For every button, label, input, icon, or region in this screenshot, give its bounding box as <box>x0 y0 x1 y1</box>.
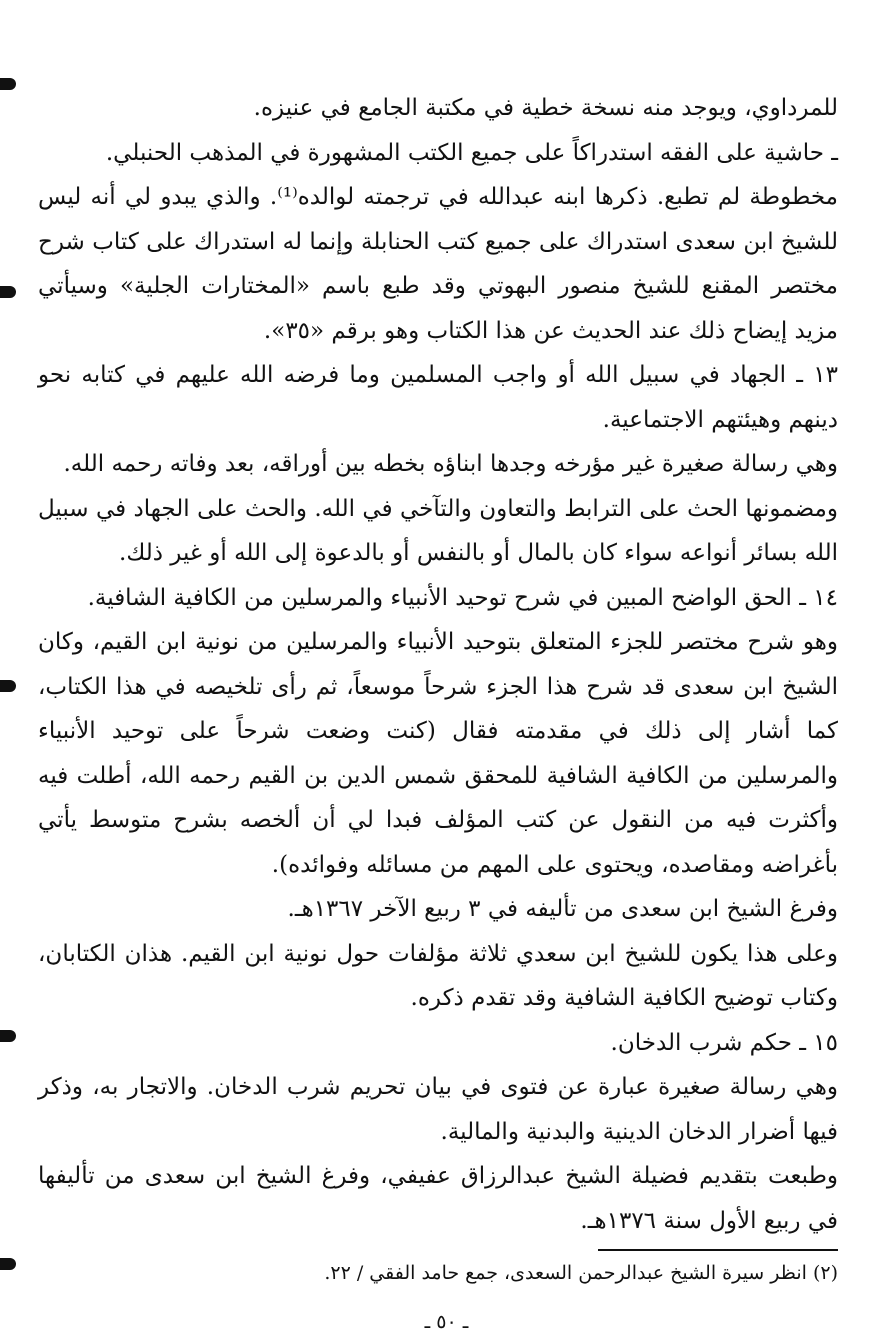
margin-binding-mark <box>0 1030 16 1042</box>
paragraph-item-14-description: وهو شرح مختصر للجزء المتعلق بتوحيد الأنبياء والمرسلين من نونية ابن القيم، وكان الشيخ ابن سعدى قد شرح هذا الجزء شرحاً موسعاً، ثم رأى تلخيصه في هذا الكتاب، كما أشار إلى ذلك في مقدمته فقال (كنت وضعت شرحاً على توحيد الأنبياء والمرسلين من الكافية الشافية للمحقق شمس الدين بن القيم رحمه الله، أطلت فيه وأكثرت فيه من النقول عن كتب المؤلف فبدا لي أن ألخصه بشرح متوسط يأتي بأغراضه ومقاصده، ويحتوى على المهم من مسائله وفوائده). <box>38 629 838 878</box>
paragraph-manuscript-note: مخطوطة لم تطبع. ذكرها ابنه عبدالله في ترجمته لوالده⁽¹⁾. والذي يبدو لي أنه ليس للشيخ ابن سعدى استدراك على جميع كتب الحنابلة وإنما له استدراك على كتاب شرح مختصر المقنع للشيخ منصور البهوتي وقد طبع باسم «المختارات الجلية» وسيأتي مزيد إيضاح ذلك عند الحديث عن هذا الكتاب وهو برقم «٣٥». <box>38 184 838 344</box>
heading-item-14: ١٤ ـ الحق الواضح المبين في شرح توحيد الأنبياء والمرسلين من الكافية الشافية. <box>87 584 838 611</box>
heading-item-15: ١٥ ـ حكم شرب الدخان. <box>610 1029 838 1056</box>
page-number: ـ ٥٠ ـ <box>424 1311 469 1333</box>
heading-item-13: ١٣ ـ الجهاد في سبيل الله أو واجب المسلمين وما فرضه الله عليهم في كتابه نحو دينهم وهيئتهم الاجتماعية. <box>38 362 838 433</box>
paragraph-item-15-publication: وطبعت بتقديم فضيلة الشيخ عبدالرزاق عفيفي، وفرغ الشيخ ابن سعدى من تأليفها في ربيع الأول سنة ١٣٧٦هـ. <box>38 1163 838 1234</box>
footnote: (٢) انظر سيرة الشيخ عبدالرحمن السعدى، جمع حامد الفقي / ٢٢. <box>324 1262 838 1284</box>
paragraph-item-15-description: وهي رسالة صغيرة عبارة عن فتوى في بيان تحريم شرب الدخان. والاتجار به، وذكر فيها أضرار الدخان الدينية والبدنية والمالية. <box>38 1074 838 1145</box>
paragraph-item-14-completion: وفرغ الشيخ ابن سعدى من تأليفه في ٣ ربيع الآخر ١٣٦٧هـ. <box>287 896 838 922</box>
margin-binding-mark <box>0 680 16 692</box>
paragraph-item-14-summary: وعلى هذا يكون للشيخ ابن سعدي ثلاثة مؤلفات حول نونية ابن القيم. هذان الكتابان، وكتاب توضيح الكافية الشافية وقد تقدم ذكره. <box>38 940 838 1011</box>
margin-binding-mark <box>0 1258 16 1270</box>
margin-binding-mark <box>0 286 16 298</box>
paragraph-item-13-content: ومضمونها الحث على الترابط والتعاون والتآخي في الله. والحث على الجهاد في سبيل الله بسائر أنواعه سواء كان بالمال أو بالنفس أو بالدعوة إلى الله أو غير ذلك. <box>38 495 838 566</box>
paragraph-item-13-description: وهي رسالة صغيرة غير مؤرخه وجدها ابناؤه بخطه بين أوراقه، بعد وفاته رحمه الله. <box>63 451 838 477</box>
list-item-hashiya: ـ حاشية على الفقه استدراكاً على جميع الكتب المشهورة في المذهب الحنبلي. <box>105 139 838 166</box>
margin-binding-mark <box>0 78 16 90</box>
paragraph-continuation: للمرداوي، ويوجد منه نسخة خطية في مكتبة الجامع في عنيزه. <box>253 95 838 121</box>
main-text <box>38 86 838 1243</box>
footnote-divider <box>598 1249 838 1251</box>
